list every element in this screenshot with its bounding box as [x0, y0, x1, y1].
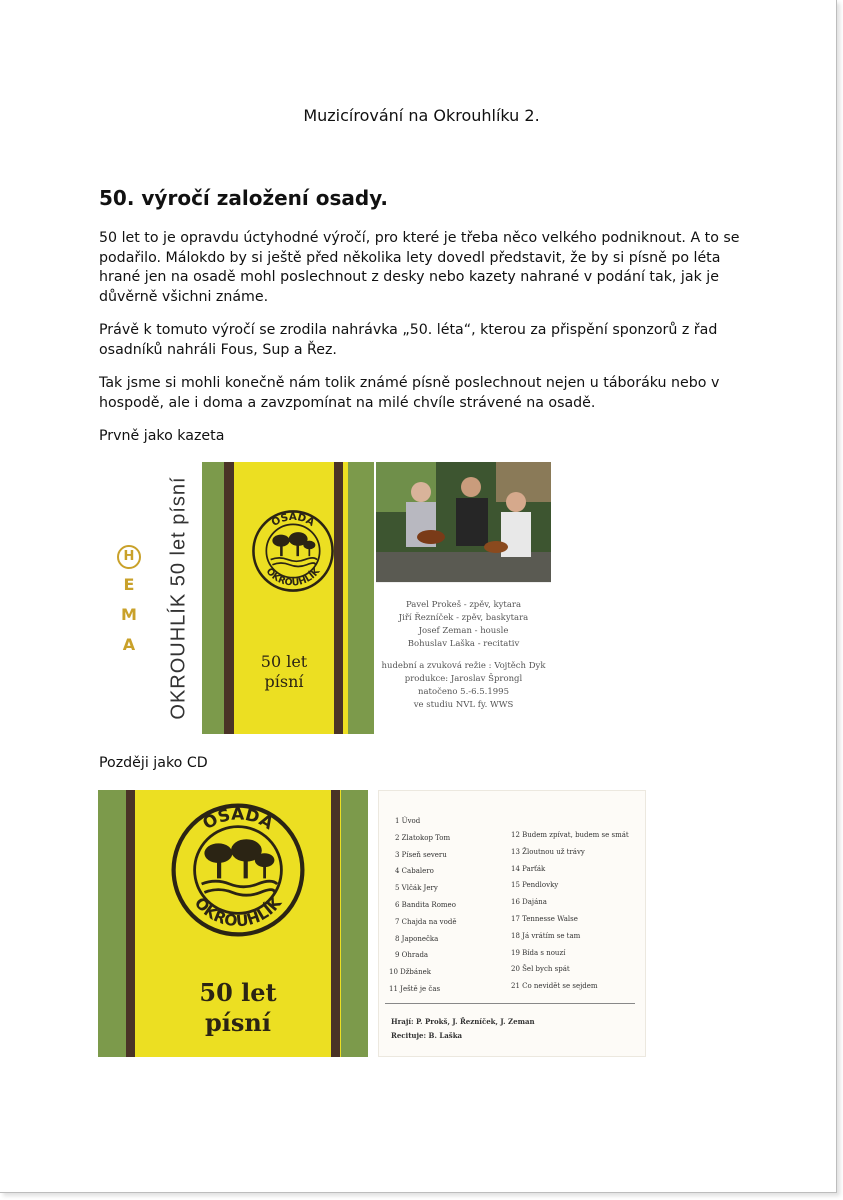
- credit-1: Pavel Prokeš - zpěv, kytara: [405, 600, 522, 610]
- osada-logo-icon: [168, 800, 308, 940]
- cd-logo-bottom: OKROUHLÍK: [190, 893, 286, 931]
- hema-letter-a: A: [122, 635, 136, 654]
- svg-text:OSADA: [199, 804, 277, 834]
- band-photo: [376, 462, 551, 582]
- cassette-title-line2: písní: [264, 672, 304, 691]
- production-2: produkce: Jaroslav Šprongl: [404, 674, 523, 684]
- track-item: 13 Žloutnou už trávy: [511, 847, 585, 856]
- cassette-logo-bottom: OKROUHLÍK: [263, 566, 323, 589]
- cd-brown-stripe-right: [331, 790, 340, 1057]
- osada-logo-icon: [250, 508, 336, 594]
- track-item: 21 Co nevidět se sejdem: [511, 982, 598, 991]
- track-item: 3 Píseň severu: [395, 850, 447, 859]
- paragraph-2: Právě k tomuto výročí se zrodila nahrávka „50. léta“, kterou za přispění sponzorů z řad osadníků nahráli Fous, Sup a Řez.: [99, 322, 718, 358]
- cassette-title: [236, 652, 332, 692]
- production-1: hudební a zvuková režie : Vojtěch Dyk: [381, 661, 546, 671]
- track-item: 11 Ještě je čas: [389, 985, 441, 993]
- track-item: 15 Pendlovky: [511, 881, 559, 890]
- cassette-yellow-band: [234, 462, 348, 734]
- track-item: 19 Bída s nouzí: [511, 948, 566, 957]
- cd-title-line2: písní: [205, 1008, 271, 1037]
- track-item: 18 Já vrátím se tam: [511, 931, 581, 940]
- production-3: natočeno 5.-6.5.1995: [418, 687, 509, 697]
- hema-brand: [114, 540, 144, 660]
- credit-4: Bohuslav Laška - recitativ: [407, 639, 520, 649]
- cassette-brown-stripe-right: [334, 462, 343, 734]
- track-item: 1 Úvod: [395, 817, 421, 825]
- cassette-spine: [164, 462, 194, 734]
- hema-letter-e: E: [123, 575, 135, 594]
- cd-footer-recite: Recituje: B. Laška: [391, 1031, 463, 1040]
- track-item: 8 Japonečka: [395, 934, 439, 943]
- track-item: 17 Tennesse Walse: [511, 915, 578, 923]
- track-item: 14 Parťák: [511, 864, 546, 873]
- track-item: 7 Chajda na vodě: [395, 917, 457, 926]
- track-item: 12 Budem zpívat, budem se smát: [511, 831, 629, 839]
- track-item: 20 Šel bych spát: [511, 965, 570, 974]
- section-heading: 50. výročí založení osady.: [99, 186, 388, 210]
- paragraph-1: 50 let to je opravdu úctyhodné výročí, pro které je třeba něco velkého podniknout. A to se podařilo. Málokdo by si ještě před několika lety dovedl představit, že by si písně po léta hrané jen na osadě mohl poslechnout z desky nebo kazety nahrané v podání tak, jak je důvěrně všichni známe.: [99, 230, 740, 305]
- production-4: ve studiu NVL fy. WWS: [413, 700, 514, 710]
- cd-title: [150, 978, 326, 1038]
- track-item: 10 Džbánek: [389, 968, 431, 977]
- track-item: 5 Vlčák Jery: [395, 884, 438, 893]
- hema-letter-m: M: [121, 605, 137, 624]
- cassette-spine-text: OKROUHLÍK 50 let písní: [167, 476, 190, 720]
- cd-footer-play: Hrají: P. Prokš, J. Řezníček, J. Zeman: [391, 1017, 535, 1026]
- hema-letter-h: H: [117, 545, 141, 569]
- cd-brown-stripe-left: [126, 790, 135, 1057]
- track-item: 2 Zlatokop Tom: [395, 833, 451, 842]
- caption-cd: Později jako CD: [99, 755, 208, 771]
- track-item: 16 Dajána: [511, 898, 547, 907]
- paragraph-3: Tak jsme si mohli konečně nám tolik známé písně poslechnout nejen u táboráku nebo v hospodě, ale i doma a zavzpomínat na milé chvíle strávené na osadě.: [99, 375, 720, 411]
- track-item: 4 Cabalero: [395, 867, 434, 876]
- document-title: Muzicírování na Okrouhlíku 2.: [303, 106, 540, 125]
- cd-logo-top: OSADA: [199, 803, 278, 834]
- credit-2: Jiří Řezníček - zpěv, baskytara: [398, 613, 529, 623]
- track-item: 9 Ohrada: [395, 951, 429, 960]
- credit-3: Josef Zeman - housle: [418, 626, 509, 636]
- track-item: 6 Bandita Romeo: [395, 901, 456, 909]
- caption-cassette: Prvně jako kazeta: [99, 428, 225, 444]
- cassette-title-line1: 50 let: [260, 652, 308, 671]
- cassette-logo-top: OSADA: [269, 511, 317, 529]
- cd-divider: [385, 1003, 635, 1004]
- cassette-brown-stripe-left: [224, 462, 234, 734]
- cd-title-line1: 50 let: [199, 978, 277, 1007]
